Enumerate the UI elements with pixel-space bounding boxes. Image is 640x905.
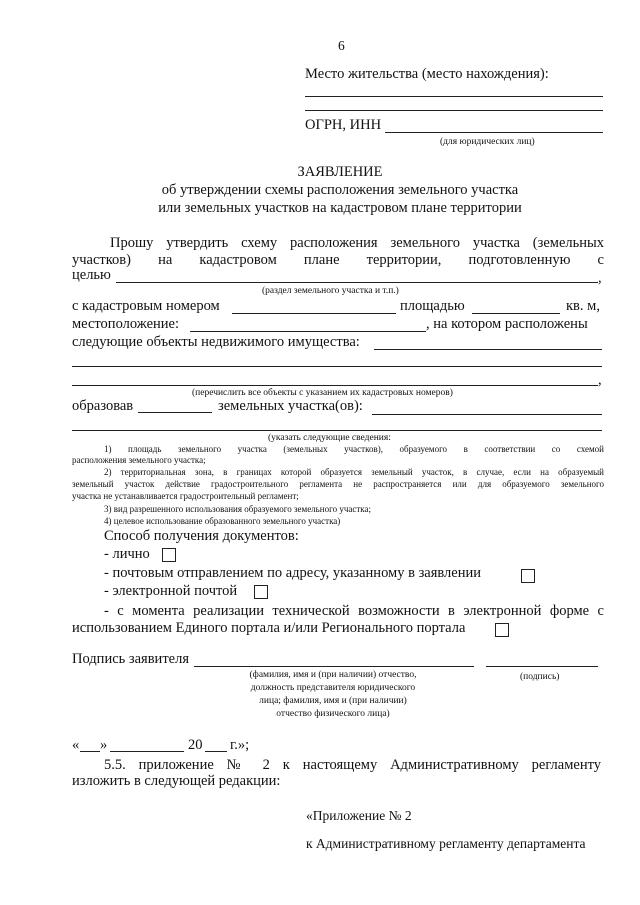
- area-label: площадью: [400, 298, 465, 314]
- option-portal-checkbox[interactable]: [495, 623, 509, 637]
- delivery-heading: Способ получения документов:: [104, 528, 299, 544]
- date-year-prefix: 20: [188, 737, 203, 753]
- p1-line-1: Прошу утвердить схему расположения земельного участка (земельных: [110, 235, 604, 251]
- p1-purpose-label: целью: [72, 267, 111, 283]
- option-mail-label: - почтовым отправлением по адресу, указанному в заявлении: [104, 565, 482, 581]
- doc-subtitle-2: или земельных участков на кадастровом плане территории: [158, 200, 522, 216]
- residence-line-1: [305, 96, 603, 97]
- residence-label: Место жительства (место нахождения):: [305, 66, 549, 82]
- doc-title: ЗАЯВЛЕНИЕ: [297, 164, 383, 180]
- signature-note-2: должность представителя юридического: [250, 683, 416, 693]
- signature-note-3: лица; фамилия, имя и (при наличии): [259, 696, 407, 706]
- signature-label: Подпись заявителя: [72, 651, 189, 667]
- objects-field-3[interactable]: [72, 385, 598, 386]
- option-portal-label-1: - с момента реализации технической возможности в электронной форме с: [104, 603, 604, 619]
- info-2b: земельный участок действие градостроительного регламента не распространяется или для образуемого земельного: [72, 479, 604, 489]
- date-open-quote: «: [72, 737, 80, 753]
- appendix-title: «Приложение № 2: [306, 808, 412, 823]
- area-unit: кв. м,: [566, 298, 600, 314]
- area-field[interactable]: [472, 313, 560, 314]
- option-personal-label: - лично: [104, 546, 150, 562]
- option-mail-checkbox[interactable]: [521, 569, 535, 583]
- p1-line-2: [72, 252, 604, 269]
- location-label: местоположение:: [72, 316, 179, 332]
- forming-prefix: образовав: [72, 398, 134, 414]
- note-objects: (перечислить все объекты с указанием их кадастровых номеров): [192, 388, 453, 398]
- location-suffix: , на котором расположены: [426, 316, 588, 332]
- residence-line-2: [305, 110, 603, 111]
- note-info: (указать следующие сведения:: [268, 433, 391, 443]
- option-portal-label-2: использованием Единого портала и/или Регионального портала: [72, 620, 466, 636]
- objects-comma: ,: [598, 372, 602, 388]
- signature-note-4: отчество физического лица): [276, 709, 390, 719]
- objects-field-1[interactable]: [374, 349, 602, 350]
- info-2c: участка не устанавливается градостроительный регламент;: [72, 491, 299, 501]
- cadastral-number-field[interactable]: [232, 313, 396, 314]
- doc-subtitle-1: об утверждении схемы расположения земельного участка: [161, 182, 519, 198]
- signature-sign-field[interactable]: [486, 666, 598, 667]
- forming-field-1[interactable]: [372, 414, 602, 415]
- signature-name-field[interactable]: [194, 666, 474, 667]
- date-day-field[interactable]: [80, 751, 100, 752]
- amend-line-2: изложить в следующей редакции:: [72, 773, 281, 789]
- legal-note: (для юридических лиц): [440, 137, 535, 147]
- info-1a: 1) площадь земельного участка (земельных участков), образуемого в соответствии со схемой: [104, 444, 604, 454]
- date-year-suffix: г.»;: [230, 737, 250, 753]
- forming-label: земельных участка(ов):: [218, 398, 363, 414]
- ogrn-label: ОГРН, ИНН: [305, 117, 382, 133]
- objects-label: следующие объекты недвижимого имущества:: [72, 334, 360, 350]
- option-personal-checkbox[interactable]: [162, 548, 176, 562]
- note-section: (раздел земельного участка и т.п.): [262, 286, 399, 296]
- date-year-field[interactable]: [205, 751, 227, 752]
- info-3: 3) вид разрешенного использования образуемого земельного участка;: [104, 504, 371, 514]
- ogrn-line: [385, 132, 603, 133]
- signature-note-sign: (подпись): [520, 672, 560, 682]
- signature-note-1: (фамилия, имя и (при наличии) отчество,: [249, 670, 417, 680]
- location-field[interactable]: [190, 331, 426, 332]
- purpose-comma: ,: [598, 270, 602, 286]
- forming-field-2[interactable]: [72, 430, 602, 431]
- date-month-field[interactable]: [110, 751, 184, 752]
- info-4: 4) целевое использование образованного земельного участка): [104, 516, 341, 526]
- p1-line-2-text: участков) на кадастровом плане территории, подготовленную с: [72, 252, 604, 268]
- objects-field-2[interactable]: [72, 366, 602, 367]
- option-email-checkbox[interactable]: [254, 585, 268, 599]
- info-1b: расположения земельного участка;: [72, 455, 206, 465]
- forming-count-field[interactable]: [138, 412, 212, 413]
- cadastral-label: с кадастровым номером: [72, 298, 220, 314]
- info-2a: 2) территориальная зона, в границах которой образуется земельный участок, в случае, если на образуемый: [104, 467, 604, 477]
- purpose-field[interactable]: [116, 282, 598, 283]
- amend-line-1: 5.5. приложение № 2 к настоящему Административному регламенту: [104, 757, 601, 773]
- appendix-subtitle: к Административному регламенту департамента: [306, 836, 586, 851]
- page-number: 6: [338, 38, 345, 53]
- option-email-label: - электронной почтой: [104, 583, 238, 599]
- date-close-quote: »: [100, 737, 108, 753]
